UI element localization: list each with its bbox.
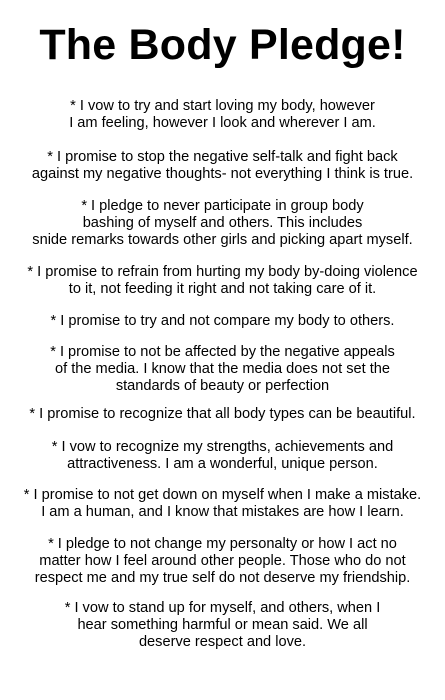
- pledge-line: I am a human, and I know that mistakes are how I learn.: [41, 504, 404, 520]
- pledge-line: * I promise to not be affected by the negative appeals: [50, 344, 395, 360]
- pledge-line: * I promise to stop the negative self-talk and fight back: [47, 149, 398, 165]
- pledge-line: against my negative thoughts- not everything I think is true.: [31, 166, 414, 182]
- pledge-line: * I promise to refrain from hurting my body by-doing violence: [27, 264, 418, 280]
- pledge-line: to it, not feeding it right and not taking care of it.: [68, 281, 377, 297]
- pledge-2: [0, 149, 445, 183]
- pledge-line: * I promise to try and not compare my body to others.: [50, 313, 395, 329]
- pledge-11: [0, 600, 445, 651]
- pledge-8: [0, 439, 445, 473]
- pledge-line: * I promise to not get down on myself when I make a mistake.: [23, 487, 422, 503]
- pledge-7: [0, 406, 445, 423]
- pledge-1: [0, 98, 445, 132]
- pledge-line: snide remarks towards other girls and picking apart myself.: [32, 232, 413, 248]
- pledge-line: * I pledge to not change my personalty or how I act no: [48, 536, 397, 552]
- pledge-line: I am feeling, however I look and wherever I am.: [69, 115, 376, 131]
- pledge-line: * I vow to try and start loving my body, however: [70, 98, 375, 114]
- pledge-4: [0, 264, 445, 298]
- pledge-line: attractiveness. I am a wonderful, unique person.: [67, 456, 378, 472]
- pledge-line: * I promise to recognize that all body types can be beautiful.: [29, 406, 416, 422]
- pledge-3: [0, 198, 445, 249]
- pledge-line: respect me and my true self do not deserve my friendship.: [34, 570, 411, 586]
- pledge-line: bashing of myself and others. This includes: [82, 215, 363, 231]
- pledge-5: [0, 313, 445, 330]
- pledge-10: [0, 536, 445, 587]
- pledge-line: * I pledge to never participate in group body: [81, 198, 364, 214]
- page-title: The Body Pledge!: [39, 21, 406, 69]
- pledge-line: * I vow to stand up for myself, and others, when I: [64, 600, 381, 616]
- pledge-9: [0, 487, 445, 521]
- pledge-line: matter how I feel around other people. Those who do not: [39, 553, 406, 569]
- pledge-line: of the media. I know that the media does not set the: [54, 361, 391, 377]
- pledge-6: [0, 344, 445, 395]
- pledge-line: deserve respect and love.: [138, 634, 307, 650]
- pledge-line: standards of beauty or perfection: [115, 378, 330, 394]
- pledge-line: hear something harmful or mean said. We all: [77, 617, 368, 633]
- pledge-line: * I vow to recognize my strengths, achievements and: [51, 439, 394, 455]
